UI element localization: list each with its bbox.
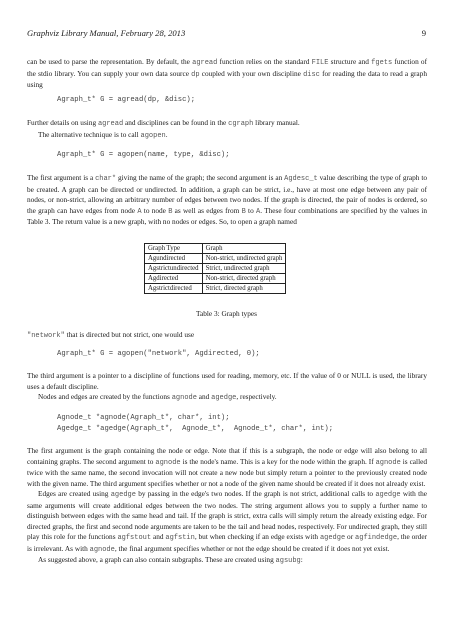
code-inline: agnode — [155, 458, 181, 467]
text: coupled with your own discipline — [199, 68, 304, 78]
code-inline: agnode — [89, 545, 115, 554]
text: and — [151, 532, 166, 541]
text: , respectively. — [236, 392, 277, 401]
code-inline: cgraph — [228, 120, 254, 128]
text: , the order is irrelevant. As with — [27, 532, 427, 553]
running-header — [27, 28, 426, 38]
text: that is directed but not strict, one would use — [64, 330, 195, 339]
text: for reading the data to read a graph using — [27, 68, 427, 89]
text: function relies on the standard — [217, 57, 312, 66]
paragraph-agread-intro — [27, 57, 427, 91]
page-number: 9 — [421, 28, 426, 38]
text: is called twice with the same name, the second invocation will not create a new node but simply return a pointer to the previously created node with the given name. The third argument specifies whether or not a node of the given name should be created if it does not already exist. — [27, 456, 427, 488]
code-inline: agedge — [211, 394, 237, 402]
code-inline: agnode — [375, 458, 401, 467]
code-block-agopen: Agraph_t* G = agopen(name, type, &disc); — [57, 151, 230, 159]
text: to node — [141, 205, 169, 215]
header-title: Graphviz Library Manual, February 28, 2013 — [27, 28, 186, 38]
table-row — [145, 254, 286, 264]
code-inline: Agdesc_t — [284, 175, 318, 183]
code-inline: agopen — [140, 131, 166, 140]
code-inline: agedge — [375, 491, 401, 499]
table-header-cell: Graph Type — [145, 244, 203, 254]
table-cell: Agundirected — [145, 254, 203, 264]
text: giving the name of the graph; the second argument is an — [116, 173, 285, 182]
table-row — [145, 284, 286, 294]
text: library manual. — [253, 118, 300, 127]
text: Further details on using — [27, 118, 98, 127]
text: . These four combinations are specified by the values in Table 3. The return value is a new graph, with no nodes or edges. So, to open a graph named — [27, 205, 428, 226]
table-cell: Strict, directed graph — [202, 284, 286, 294]
code-inline: agfindedge — [355, 534, 398, 542]
table-row — [145, 274, 286, 284]
text: by passing in the edge's two nodes. If the graph is not strict, additional calls to — [135, 489, 376, 498]
text: and disciplines can be found in the — [123, 118, 229, 127]
text: Edges are created using — [38, 489, 111, 498]
text: is the node's name. This is a key for the node within the graph. If — [180, 456, 376, 466]
text: The third argument is a pointer to a discipline of functions used for reading, memory, etc. If the value of 0 or NULL is used, the library uses a default discipline. — [27, 371, 427, 391]
table-cell: Strict, undirected graph — [202, 264, 286, 274]
paragraph-network-example — [27, 330, 427, 342]
code-inline: B — [241, 207, 246, 216]
code-inline: A — [137, 207, 142, 216]
code-inline: agfstin — [165, 534, 195, 542]
code-inline: disc — [303, 70, 320, 79]
code-inline: char* — [95, 175, 117, 183]
code-block-agread: Agraph_t* G = agread(dp, &disc); — [57, 96, 196, 104]
code-block-agnode: Agnode_t *agnode(Agraph_t*, char*, int); — [57, 414, 230, 422]
code-inline: agfstout — [117, 534, 152, 542]
code-inline: "network" — [27, 332, 65, 340]
text: The alternative technique is to call — [38, 129, 141, 139]
paragraph-node-edge — [27, 446, 427, 567]
code-inline: FILE — [311, 59, 329, 67]
code-inline: agedge — [110, 491, 136, 499]
table-header-cell: Graph — [202, 244, 286, 254]
paragraph-agread-details — [27, 118, 427, 141]
text: : — [300, 555, 303, 564]
code-inline: agnode — [171, 394, 197, 402]
text: as well as edges from — [172, 205, 242, 215]
text: or — [345, 532, 356, 541]
text: to — [245, 205, 256, 215]
code-inline: dp — [191, 70, 200, 79]
text: structure and — [328, 57, 372, 66]
text: function of the stdio library. You can supply your own data source — [27, 57, 427, 78]
text: can be used to parse the representation. By default, the — [27, 57, 193, 66]
graph-types-table — [144, 243, 286, 294]
table-header-row — [145, 244, 286, 254]
text: , the final argument specifies whether or not the edge should be created if it does not yet exist. — [114, 543, 390, 553]
paragraph-agopen-args — [27, 173, 427, 228]
table-cell: Agstrictundirected — [145, 264, 203, 274]
table-cell: Agstrictdirected — [145, 284, 203, 294]
code-inline: fgets — [371, 59, 393, 67]
text: The first argument is the graph containing the node or edge. Note that if this is a subgraph, the node or edge will also belong to all containing graphs. The second argument to — [27, 446, 427, 466]
table-cell: Non-strict, directed graph — [202, 274, 286, 284]
text: value describing the type of graph to be created. A graph can be directed or undirected. In addition, a graph can be strict, i.e., have at most one edge between any pair of nodes, or non-strict, allowing an arbitrary number of edges between two nodes. If the graph is directed, the pair of nodes is ordered, so the graph can have edges from node — [27, 173, 428, 215]
code-inline: agsubg — [275, 557, 301, 565]
text: . — [165, 129, 168, 139]
table-caption: Table 3: Graph types — [196, 309, 257, 318]
code-block-agopen-network: Agraph_t* G = agopen("network", Agdirected, 0); — [57, 350, 260, 358]
table-row — [145, 264, 286, 274]
code-inline: A — [256, 207, 261, 216]
code-inline: agread — [97, 120, 124, 128]
code-inline: agedge — [319, 534, 346, 542]
text: As suggested above, a graph can also contain subgraphs. These are created using — [38, 555, 276, 564]
code-inline: B — [168, 207, 173, 216]
text: The first argument is a — [27, 173, 96, 182]
text: with the same arguments will create additional edges between the two nodes. The string argument allows you to supply a further name to distinguish between edges with the same head and tail. If the graph is strict, extra calls will simply return the already existing edge. For directed graphs, the first and second node arguments are taken to be the tail and head nodes, respectively. For undirected graph, they still play this role for the functions — [27, 489, 427, 541]
text: Nodes and edges are created by the functions — [38, 392, 172, 401]
table-cell: Non-strict, undirected graph — [202, 254, 286, 264]
text: , but when checking if an edge exists with — [194, 532, 320, 541]
paragraph-discipline — [27, 371, 427, 404]
text: and — [196, 392, 212, 401]
table-cell: Agdirected — [145, 274, 203, 284]
code-block-agedge: Agedge_t *agedge(Agraph_t*, Agnode_t*, Agnode_t*, char*, int); — [57, 425, 334, 433]
code-inline: agread — [192, 59, 218, 67]
